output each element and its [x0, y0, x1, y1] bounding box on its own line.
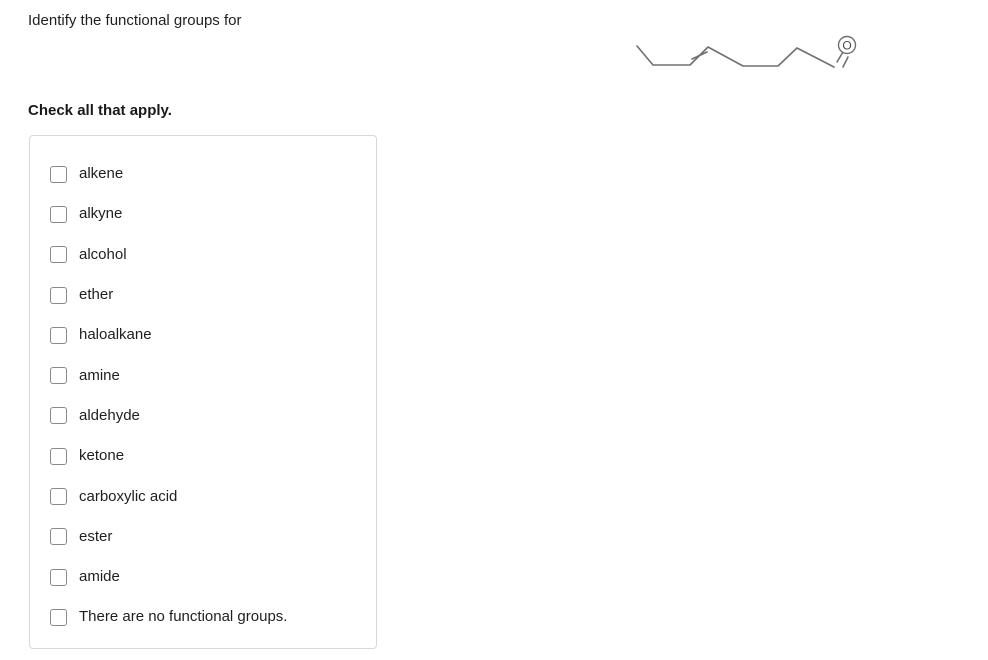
- list-item[interactable]: [30, 154, 376, 194]
- checkbox-alkene[interactable]: [50, 166, 67, 183]
- instruction-text: Check all that apply.: [28, 102, 172, 119]
- checkbox-ketone[interactable]: [50, 448, 67, 465]
- question-prompt: Identify the functional groups for: [28, 12, 242, 29]
- list-item[interactable]: [30, 235, 376, 275]
- list-item[interactable]: [30, 476, 376, 516]
- option-label: carboxylic acid: [79, 487, 178, 505]
- list-item[interactable]: [30, 355, 376, 395]
- option-label: haloalkane: [79, 326, 152, 344]
- option-label: amide: [79, 568, 120, 586]
- checkbox-alkyne[interactable]: [50, 206, 67, 223]
- list-item[interactable]: [30, 315, 376, 355]
- list-item[interactable]: [30, 194, 376, 234]
- option-label: alkene: [79, 165, 124, 183]
- checkbox-carboxylic-acid[interactable]: [50, 488, 67, 505]
- checkbox-alcohol[interactable]: [50, 246, 67, 263]
- functional-group-options-list: [29, 135, 377, 649]
- list-item[interactable]: [30, 557, 376, 597]
- list-item[interactable]: [30, 275, 376, 315]
- list-item[interactable]: [30, 597, 376, 637]
- checkbox-ether[interactable]: [50, 287, 67, 304]
- checkbox-ester[interactable]: [50, 528, 67, 545]
- option-label: ether: [79, 286, 114, 304]
- option-label: alcohol: [79, 245, 127, 263]
- checkbox-haloalkane[interactable]: [50, 327, 67, 344]
- list-item[interactable]: [30, 436, 376, 476]
- option-label: ester: [79, 527, 113, 545]
- list-item[interactable]: [30, 517, 376, 557]
- oxygen-atom-label: O: [842, 38, 852, 53]
- checkbox-no-functional-groups[interactable]: [50, 609, 67, 626]
- checkbox-amide[interactable]: [50, 569, 67, 586]
- option-label: alkyne: [79, 205, 123, 223]
- checkbox-aldehyde[interactable]: [50, 407, 67, 424]
- list-item[interactable]: [30, 396, 376, 436]
- option-label: aldehyde: [79, 406, 140, 424]
- option-label: There are no functional groups.: [79, 608, 288, 626]
- checkbox-amine[interactable]: [50, 367, 67, 384]
- option-label: amine: [79, 366, 120, 384]
- option-label: ketone: [79, 447, 125, 465]
- molecule-structure-image: [600, 18, 900, 88]
